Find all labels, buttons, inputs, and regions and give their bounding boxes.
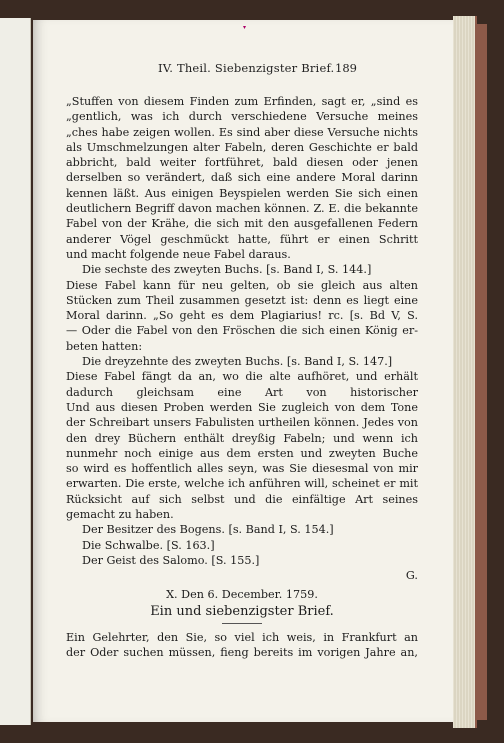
text-line: so wird es hoffentlich alles seyn, was Sie diesesmal von mir [66, 462, 418, 476]
text-line: deutlichern Begriff davon machen können. Z. E. die bekannte [66, 202, 418, 216]
text-line: dadurch gleichsam eine Art von historischer [66, 385, 418, 399]
title-rule [222, 623, 262, 624]
body-text [66, 94, 418, 660]
text-line: Rücksicht auf sich selbst und die einfältige Art seines [66, 492, 418, 506]
text-line: derselben so verändert, daß sich eine andere Moral darinn [66, 171, 418, 185]
text-line: Diese Fabel fängt da an, wo die alte aufhöret, und erhält [66, 370, 418, 384]
text-line: — Oder die Fabel von den Fröschen die sich einen König er- [66, 324, 418, 338]
text-line: der Schreibart unsers Fabulisten urtheilen können. Jedes von [66, 416, 418, 430]
text-line: kennen läßt. Aus einigen Beyspielen werden Sie sich einen [66, 186, 418, 200]
text-line: den drey Büchern enthält dreyßig Fabeln; und wenn ich [66, 431, 418, 445]
fable-reference: Der Besitzer des Bogens. [s. Band I, S. 154.] [82, 523, 334, 537]
fable-reference: Die Schwalbe. [S. 163.] [82, 538, 215, 552]
text-line: „gentlich, was ich durch verschiedene Versuche meines [66, 110, 418, 124]
text-line: anderer Vögel geschmückt hatte, führt er einen Schritt [66, 232, 418, 246]
text-line: als Umschmelzungen alter Fabeln, deren Geschichte er bald [66, 140, 418, 154]
fable-reference: Die sechste des zweyten Buchs. [s. Band I, S. 144.] [82, 263, 372, 277]
letter-title: Ein und siebenzigster Brief. [150, 603, 334, 619]
text-line: erwarten. Die erste, welche ich anführen will, scheinet er mit [66, 477, 418, 491]
book-page [33, 20, 453, 722]
text-line: abbricht, bald weiter fortführet, bald diesen oder jenen [66, 156, 418, 170]
text-line: nunmehr noch einige aus dem ersten und zweyten Buche [66, 446, 418, 460]
running-title: IV. Theil. Siebenzigster Brief. [158, 61, 335, 75]
text-line: Fabel von der Krähe, die sich mit den ausgefallenen Federn [66, 217, 418, 231]
text-line: und macht folgende neue Fabel daraus. [66, 247, 291, 261]
page-block-edge [453, 16, 477, 728]
fable-reference: Der Geist des Salomo. [S. 155.] [82, 553, 260, 567]
text-line: „ches habe zeigen wollen. Es sind aber diese Versuche nichts [66, 125, 418, 139]
text-line: beten hatten: [66, 339, 143, 353]
date-line: X. Den 6. December. 1759. [166, 587, 318, 601]
text-line: Stücken zum Theil zusammen gesetzt ist: denn es liegt eine [66, 293, 418, 307]
text-line: der Oder suchen müssen, fieng bereits im vorigen Jahre an, [66, 646, 418, 660]
facing-page-edge [0, 18, 31, 725]
text-line: gemacht zu haben. [66, 508, 174, 522]
running-header [33, 61, 453, 79]
print-mark: ▾ [243, 24, 247, 31]
text-line: Und aus diesen Proben werden Sie zugleich von dem Tone [66, 400, 418, 414]
signature: G. [405, 569, 418, 583]
text-line: Ein Gelehrter, den Sie, so viel ich weis, in Frankfurt an [66, 630, 418, 644]
text-line: Moral darinn. „So geht es dem Plagiarius! rc. [s. Bd V, S. [66, 309, 418, 323]
page-number: 189 [335, 61, 357, 75]
book-cover-edge [475, 24, 487, 720]
text-line: „Stuffen von diesem Finden zum Erfinden, sagt er, „sind es [66, 95, 418, 108]
fable-reference: Die dreyzehnte des zweyten Buchs. [s. Band I, S. 147.] [82, 355, 393, 369]
text-line: Diese Fabel kann für neu gelten, ob sie gleich aus alten [66, 278, 418, 292]
